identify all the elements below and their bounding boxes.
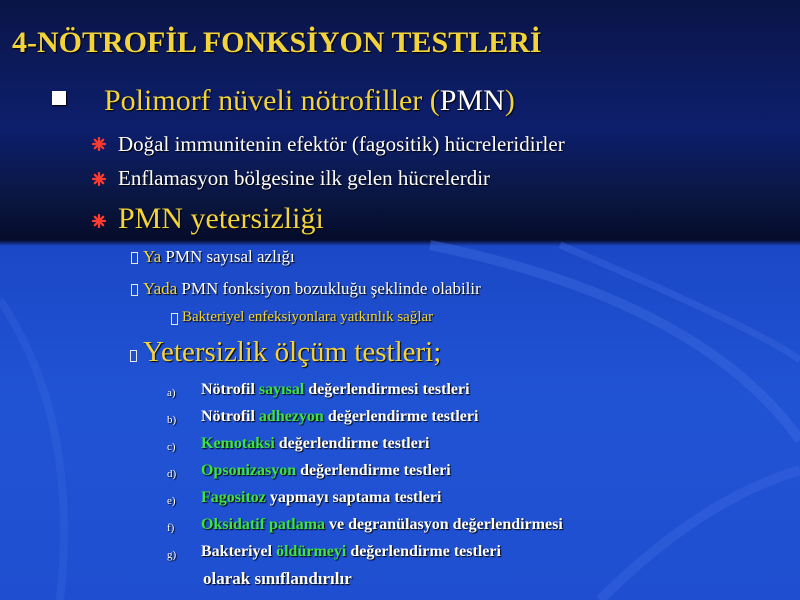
test-item xyxy=(201,435,429,453)
starburst-bullet-icon xyxy=(92,137,106,151)
list-marker: b) xyxy=(167,414,177,426)
insufficiency-item-1 xyxy=(143,247,295,267)
test-item-highlight: Fagositoz xyxy=(201,489,266,506)
list-marker: d) xyxy=(167,468,177,480)
test-item-highlight: öldürmeyi xyxy=(276,543,347,560)
test-item-highlight: adhezyon xyxy=(258,408,324,425)
insufficiency-item-1-highlight: Ya xyxy=(143,247,162,266)
main-bullet-suffix: ) xyxy=(504,84,515,117)
insufficiency-nested: Bakteriyel enfeksiyonlara yatkınlık sağlar xyxy=(182,309,434,325)
test-item xyxy=(201,489,441,507)
main-bullet-abbr: PMN xyxy=(439,84,505,117)
test-item-after: değerlendirme testleri xyxy=(296,462,451,479)
starburst-bullet-icon xyxy=(92,172,106,186)
sub-bullet-2: Enflamasyon bölgesine ilk gelen hücrelerdir xyxy=(118,166,491,190)
insufficiency-item-2-highlight: Yada xyxy=(143,279,178,298)
list-marker: e) xyxy=(167,495,176,507)
test-item-after: yapmayı saptama testleri xyxy=(265,489,442,506)
tests-heading: Yetersizlik ölçüm testleri; xyxy=(143,336,442,368)
test-item-before: Nötrofil xyxy=(201,408,259,425)
main-bullet-prefix: Polimorf nüveli nötrofiller ( xyxy=(104,84,440,117)
test-item xyxy=(201,408,478,426)
main-bullet xyxy=(104,84,515,118)
test-item-highlight: Oksidatif patlama xyxy=(201,516,326,533)
closing-text: olarak sınıflandırılır xyxy=(203,569,352,588)
list-marker: g) xyxy=(167,549,177,561)
test-item-highlight: sayısal xyxy=(258,381,305,398)
list-marker: f) xyxy=(167,522,175,534)
box-bullet-icon xyxy=(131,252,138,264)
test-item-highlight: Kemotaksi xyxy=(201,435,275,452)
test-item-before: Bakteriyel xyxy=(201,543,277,560)
insufficiency-item-1-rest: PMN sayısal azlığı xyxy=(161,247,295,266)
insufficiency-item-2-rest: PMN fonksiyon bozukluğu şeklinde olabilir xyxy=(177,279,481,298)
test-item-after: değerlendirme testleri xyxy=(323,408,479,425)
sub-bullet-1: Doğal immunitenin efektör (fagositik) hücreleridirler xyxy=(118,132,565,156)
test-item xyxy=(201,462,451,480)
insufficiency-heading: PMN yetersizliği xyxy=(118,202,324,235)
starburst-bullet-icon xyxy=(92,214,106,228)
box-bullet-icon xyxy=(171,313,178,325)
test-item-after: ve degranülasyon değerlendirmesi xyxy=(325,516,563,533)
test-item-after: değerlendirme testleri xyxy=(346,543,501,560)
test-item-after: değerlendirmesi testleri xyxy=(304,381,470,398)
test-item-highlight: Opsonizasyon xyxy=(201,462,297,479)
test-item xyxy=(201,543,501,561)
test-item xyxy=(201,516,563,534)
insufficiency-item-2 xyxy=(143,279,481,299)
test-item-after: değerlendirme testleri xyxy=(274,435,430,452)
square-bullet-icon xyxy=(52,91,66,105)
list-marker: a) xyxy=(167,387,176,399)
test-item-before: Nötrofil xyxy=(201,381,259,398)
box-bullet-icon xyxy=(130,350,137,362)
slide-title: 4-NÖTROFİL FONKSİYON TESTLERİ xyxy=(12,26,542,59)
box-bullet-icon xyxy=(131,284,138,296)
test-item xyxy=(201,381,470,399)
list-marker: c) xyxy=(167,441,176,453)
